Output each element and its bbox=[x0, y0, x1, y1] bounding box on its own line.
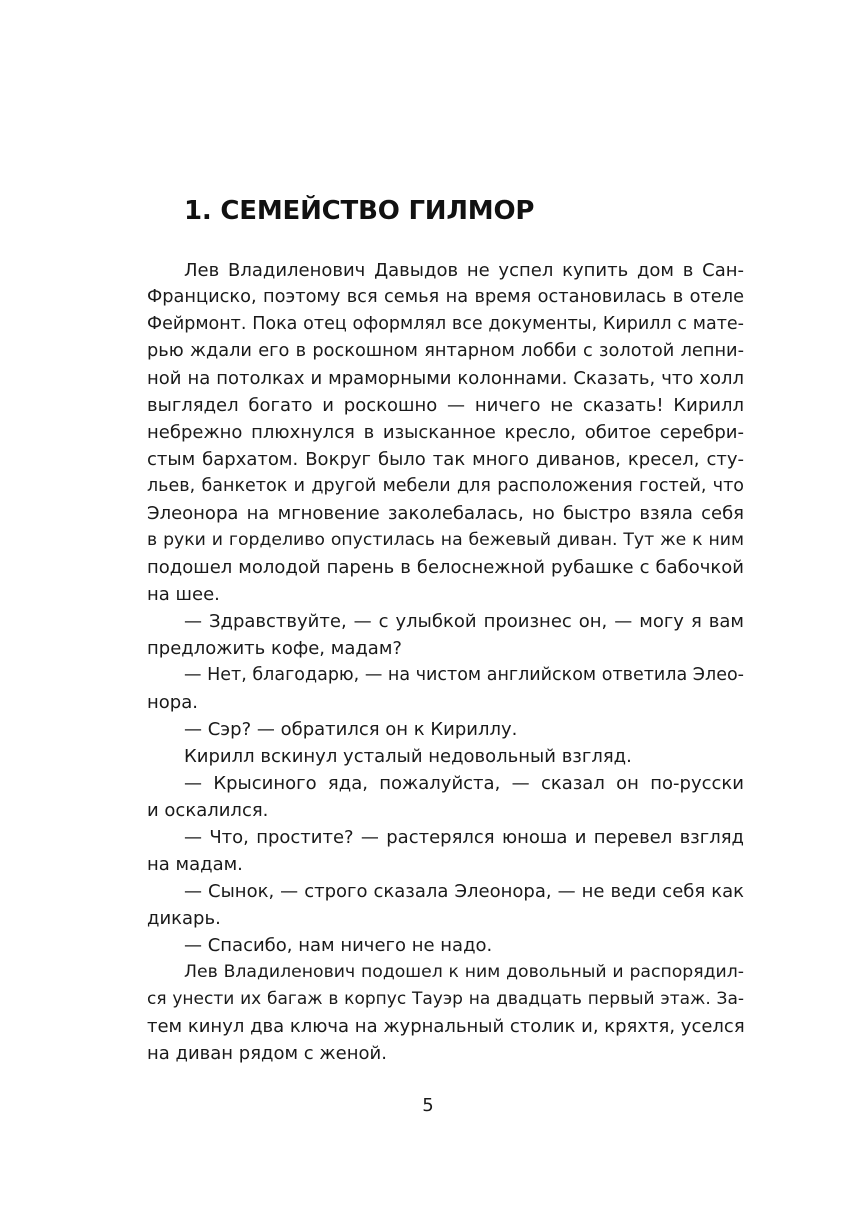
text-line: Элеонора на мгновение заколебалась, но быстро взяла себя bbox=[147, 503, 744, 524]
text-line: льев, банкеток и другой мебели для расположения гостей, что bbox=[147, 476, 744, 496]
text-line: на диван рядом с женой. bbox=[147, 1043, 387, 1064]
dialogue-line: — Что, простите? — растерялся юноша и перевел взгляд bbox=[184, 827, 744, 848]
text-line: Кирилл вскинул усталый недовольный взгляд. bbox=[184, 746, 632, 767]
chapter-body bbox=[147, 257, 744, 1067]
dialogue-line: — Сынок, — строго сказала Элеонора, — не веди себя как bbox=[184, 881, 744, 902]
text-line: небрежно плюхнулся в изысканное кресло, обитое серебри- bbox=[147, 422, 744, 443]
text-line: стым бархатом. Вокруг было так много диванов, кресел, сту- bbox=[147, 449, 744, 470]
text-line: Франциско, поэтому вся семья на время остановилась в отеле bbox=[147, 287, 744, 307]
text-line: рью ждали его в роскошном янтарном лобби с золотой лепни- bbox=[147, 341, 744, 361]
text-line: на шее. bbox=[147, 584, 220, 605]
text-line: тем кинул два ключа на журнальный столик и, кряхтя, уселся bbox=[147, 1016, 745, 1037]
text-line: дикарь. bbox=[147, 908, 221, 929]
dialogue-line: — Сэр? — обратился он к Кириллу. bbox=[184, 719, 518, 740]
text-line: подошел молодой парень в белоснежной рубашке с бабочкой bbox=[147, 557, 744, 578]
text-line: Фейрмонт. Пока отец оформлял все документы, Кирилл с мате- bbox=[147, 314, 744, 334]
dialogue-line: — Нет, благодарю, — на чистом английском ответила Элео- bbox=[184, 665, 744, 685]
text-line: выглядел богато и роскошно — ничего не сказать! Кирилл bbox=[147, 395, 744, 416]
text-line: ся унести их багаж в корпус Тауэр на двадцать первый этаж. За- bbox=[147, 989, 744, 1009]
text-line: ной на потолках и мраморными колоннами. Сказать, что холл bbox=[147, 368, 744, 389]
text-line: предложить кофе, мадам? bbox=[147, 638, 402, 659]
text-line: на мадам. bbox=[147, 854, 243, 875]
text-line: и оскалился. bbox=[147, 800, 269, 821]
chapter-title: 1. СЕМЕЙСТВО ГИЛМОР bbox=[184, 196, 535, 226]
dialogue-line: — Здравствуйте, — с улыбкой произнес он, — могу я вам bbox=[184, 611, 744, 632]
page-number: 5 bbox=[422, 1095, 434, 1116]
text-line: Лев Владиленович Давыдов не успел купить дом в Сан- bbox=[184, 260, 744, 281]
text-line: Лев Владиленович подошел к ним довольный и распорядил- bbox=[184, 962, 744, 982]
dialogue-line: — Спасибо, нам ничего не надо. bbox=[184, 935, 493, 956]
text-line: нора. bbox=[147, 692, 198, 713]
text-line: в руки и горделиво опустилась на бежевый диван. Тут же к ним bbox=[147, 530, 744, 550]
dialogue-line: — Крысиного яда, пожалуйста, — сказал он по-русски bbox=[184, 773, 744, 794]
